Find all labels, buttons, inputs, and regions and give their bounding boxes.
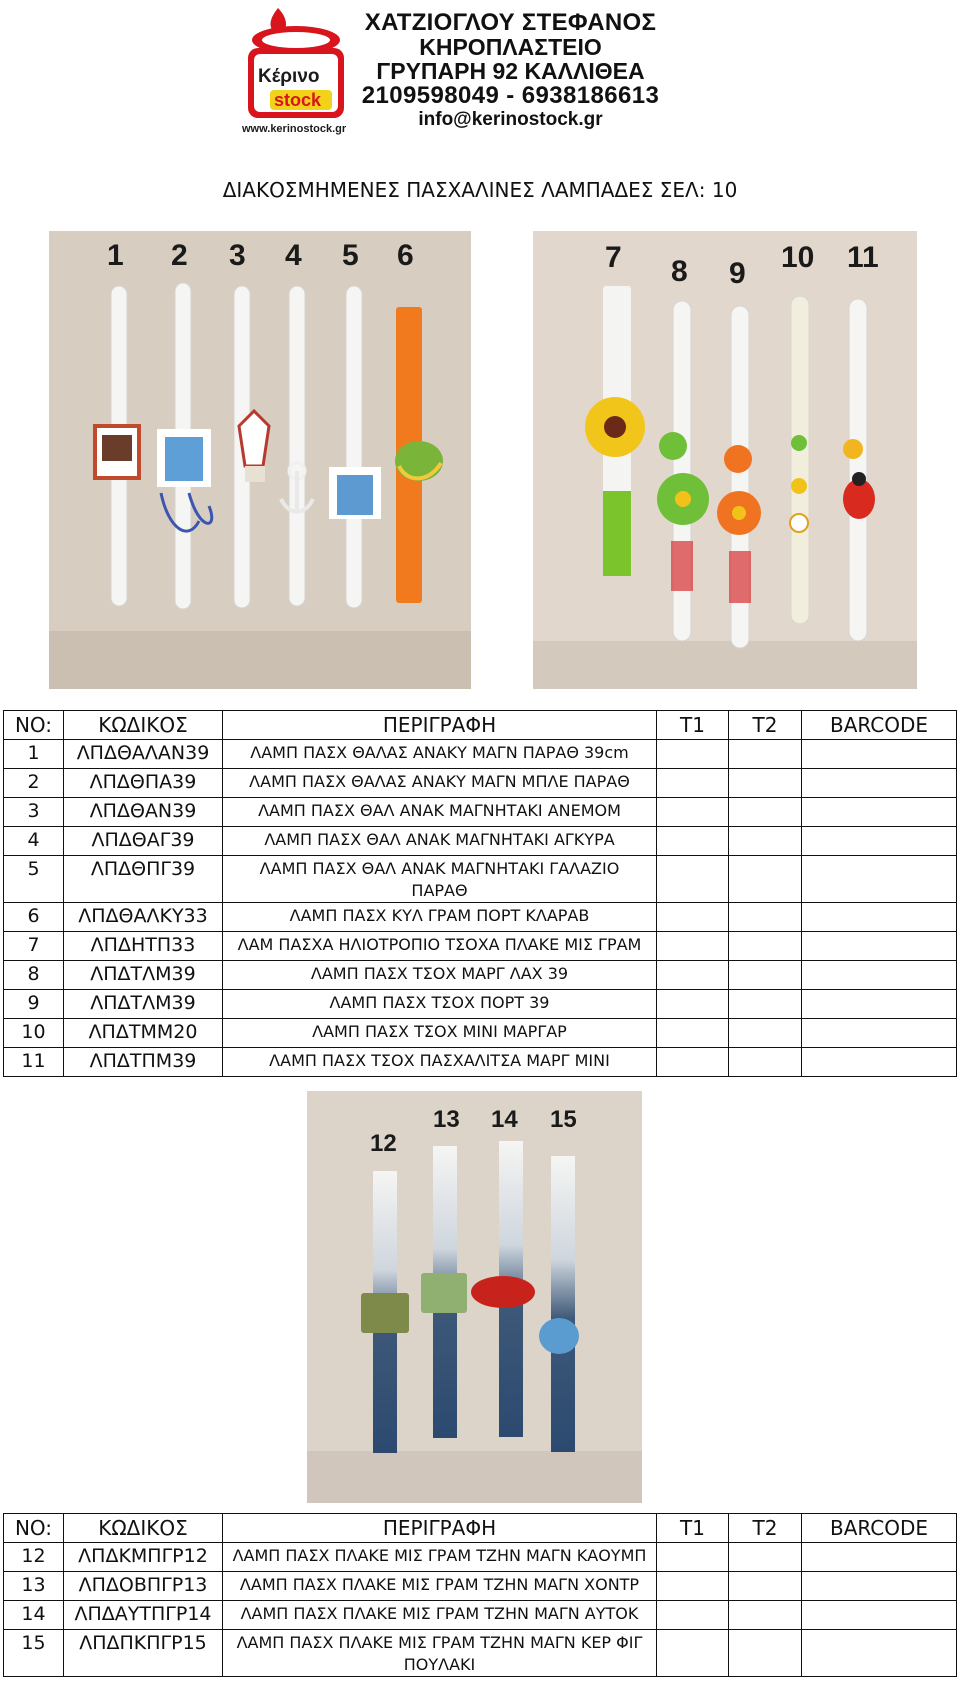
cell-description: ΛΑΜΠ ΠΑΣΧ ΤΣΟΧ ΜΑΡΓ ΛΑΧ 39	[223, 961, 657, 990]
cell-code: ΛΠΔΗΤΠ33	[64, 932, 223, 961]
company-business: ΚΗΡΟΠΛΑΣΤΕΙΟ	[419, 34, 602, 60]
cell-barcode	[802, 827, 957, 856]
table-row	[4, 1601, 957, 1630]
cell-description: ΛΑΜΠ ΠΑΣΧ ΤΣΟΧ ΜΙΝΙ ΜΑΡΓΑΡ	[223, 1019, 657, 1048]
cell-barcode	[802, 1601, 957, 1630]
cell-code: ΛΠΔΚΜΠΓΡ12	[64, 1543, 223, 1572]
cell-no: 10	[4, 1019, 64, 1048]
cell-no: 3	[4, 798, 64, 827]
candle-number: 1	[107, 239, 124, 272]
cell-t1	[657, 903, 729, 932]
description-line-2: ΠΟΥΛΑΚΙ	[403, 1655, 476, 1674]
candle-number: 5	[342, 239, 359, 272]
cell-no: 12	[4, 1543, 64, 1572]
product-photo-candles-7-11	[533, 231, 917, 689]
cell-no: 14	[4, 1601, 64, 1630]
cell-t1	[657, 1572, 729, 1601]
cell-description: ΛΑΜΠ ΠΑΣΧ ΤΣΟΧ ΠΑΣΧΑΛΙΤΣΑ ΜΑΡΓ ΜΙΝΙ	[223, 1048, 657, 1077]
cell-t2	[729, 740, 802, 769]
cell-t1	[657, 1601, 729, 1630]
candle-number: 7	[605, 241, 622, 274]
table-row	[4, 769, 957, 798]
cell-t2	[729, 856, 802, 903]
product-photo-candles-12-15	[307, 1091, 642, 1503]
cell-code: ΛΠΔΟΒΠΓΡ13	[64, 1572, 223, 1601]
cell-description: ΛΑΜΠ ΠΑΣΧ ΠΛΑΚΕ ΜΙΣ ΓΡΑΜ ΤΖΗΝ ΜΑΓΝ ΑΥΤΟΚ	[223, 1601, 657, 1630]
col-header-no: NO:	[4, 711, 64, 740]
products-table-2	[3, 1513, 957, 1677]
cell-no: 13	[4, 1572, 64, 1601]
company-name: ΧΑΤΖΙΟΓΛΟΥ ΣΤΕΦΑΝΟΣ	[364, 9, 657, 36]
cell-t2	[729, 1601, 802, 1630]
candle-number: 8	[671, 255, 688, 288]
cell-description: ΛΑΜΠ ΠΑΣΧ ΠΛΑΚΕ ΜΙΣ ΓΡΑΜ ΤΖΗΝ ΜΑΓΝ ΚΑΟΥΜΠ	[223, 1543, 657, 1572]
cell-barcode	[802, 990, 957, 1019]
candle-number: 14	[491, 1106, 518, 1133]
table-row	[4, 932, 957, 961]
table-header-row	[4, 1514, 957, 1543]
cell-description: ΛΑΜΠ ΠΑΣΧ ΘΑΛΑΣ ΑΝΑΚΥ ΜΑΓΝ ΠΑΡΑΘ 39cm	[223, 740, 657, 769]
table-row	[4, 1572, 957, 1601]
cell-t1	[657, 1019, 729, 1048]
cell-t1	[657, 932, 729, 961]
cell-t2	[729, 1630, 802, 1677]
cell-no: 6	[4, 903, 64, 932]
cell-code: ΛΠΔΘΠΓ39	[64, 856, 223, 903]
cell-code: ΛΠΔΠΚΠΓΡ15	[64, 1630, 223, 1677]
cell-barcode	[802, 932, 957, 961]
cell-no: 4	[4, 827, 64, 856]
cell-barcode	[802, 1543, 957, 1572]
col-header-description: ΠΕΡΙΓΡΑΦΗ	[223, 711, 657, 740]
cell-no: 7	[4, 932, 64, 961]
table-row	[4, 740, 957, 769]
cell-barcode	[802, 1572, 957, 1601]
col-header-t2: T2	[729, 1514, 802, 1543]
cell-t1	[657, 1048, 729, 1077]
candle-number: 15	[550, 1106, 577, 1133]
cell-code: ΛΠΔΘΑΛΑΝ39	[64, 740, 223, 769]
cell-t2	[729, 1572, 802, 1601]
col-header-t2: T2	[729, 711, 802, 740]
cell-barcode	[802, 1048, 957, 1077]
col-header-barcode: BARCODE	[802, 711, 957, 740]
cell-code: ΛΠΔΘΑΓ39	[64, 827, 223, 856]
col-header-t1: T1	[657, 1514, 729, 1543]
table-row	[4, 798, 957, 827]
col-header-barcode: BARCODE	[802, 1514, 957, 1543]
cell-t2	[729, 798, 802, 827]
company-address: ΓΡΥΠΑΡΗ 92 ΚΑΛΛΙΘΕΑ	[376, 58, 645, 84]
cell-barcode	[802, 1630, 957, 1677]
cell-barcode	[802, 856, 957, 903]
candle-number: 9	[729, 257, 746, 290]
table-row	[4, 827, 957, 856]
description-line-1: ΛΑΜΠ ΠΑΣΧ ΘΑΛ ΑΝΑΚ ΜΑΓΝΗΤΑΚΙ ΓΑΛΑΖΙΟ	[259, 859, 620, 878]
description-line-2: ΠΑΡΑΘ	[411, 881, 468, 900]
cell-barcode	[802, 769, 957, 798]
candle-number: 6	[397, 239, 414, 272]
company-info	[338, 10, 683, 131]
cell-code: ΛΠΔΤΛΜ39	[64, 990, 223, 1019]
cell-code: ΛΠΔΘΑΝ39	[64, 798, 223, 827]
company-email: info@kerinostock.gr	[418, 109, 603, 130]
table-row	[4, 961, 957, 990]
cell-t2	[729, 1019, 802, 1048]
cell-no: 2	[4, 769, 64, 798]
cell-t2	[729, 1543, 802, 1572]
cell-t2	[729, 961, 802, 990]
cell-no: 11	[4, 1048, 64, 1077]
cell-code: ΛΠΔΑΥΤΠΓΡ14	[64, 1601, 223, 1630]
table-row	[4, 1543, 957, 1572]
cell-no: 5	[4, 856, 64, 903]
cell-code: ΛΠΔΘΠΑ39	[64, 769, 223, 798]
logo-text-kerino: Κέρινο	[258, 66, 320, 87]
cell-description: ΛΑΜΠ ΠΑΣΧ ΚΥΛ ΓΡΑΜ ΠΟΡΤ ΚΛΑΡΑΒ	[223, 903, 657, 932]
table-header-row	[4, 711, 957, 740]
candle-number: 4	[285, 239, 302, 272]
cell-description	[223, 1630, 657, 1677]
product-photo-candles-1-6	[49, 231, 471, 689]
cell-t1	[657, 827, 729, 856]
table-row	[4, 1630, 957, 1677]
cell-no: 15	[4, 1630, 64, 1677]
cell-barcode	[802, 798, 957, 827]
cell-t2	[729, 903, 802, 932]
cell-t1	[657, 798, 729, 827]
cell-t1	[657, 740, 729, 769]
table-row	[4, 903, 957, 932]
cell-description: ΛΑΜ ΠΑΣΧΑ ΗΛΙΟΤΡΟΠΙΟ ΤΣΟΧΑ ΠΛΑΚΕ ΜΙΣ ΓΡΑΜ	[223, 932, 657, 961]
cell-code: ΛΠΔΤΠΜ39	[64, 1048, 223, 1077]
cell-t2	[729, 990, 802, 1019]
cell-barcode	[802, 961, 957, 990]
company-phones: 2109598049 - 6938186613	[361, 82, 660, 109]
cell-description: ΛΑΜΠ ΠΑΣΧ ΤΣΟΧ ΠΟΡΤ 39	[223, 990, 657, 1019]
candle-number: 2	[171, 239, 188, 272]
col-header-code: ΚΩΔΙΚΟΣ	[64, 711, 223, 740]
company-logo	[240, 4, 350, 136]
col-header-description: ΠΕΡΙΓΡΑΦΗ	[223, 1514, 657, 1543]
cell-t1	[657, 1630, 729, 1677]
cell-description	[223, 856, 657, 903]
page-title: ΔΙΑΚΟΣΜΗΜΕΝΕΣ ΠΑΣΧΑΛΙΝΕΣ ΛΑΜΠΑΔΕΣ ΣΕΛ: 10	[222, 178, 738, 202]
cell-barcode	[802, 740, 957, 769]
cell-description: ΛΑΜΠ ΠΑΣΧ ΘΑΛ ΑΝΑΚ ΜΑΓΝΗΤΑΚΙ ΑΓΚΥΡΑ	[223, 827, 657, 856]
table-row	[4, 1048, 957, 1077]
col-header-no: NO:	[4, 1514, 64, 1543]
cell-code: ΛΠΔΘΑΛΚΥ33	[64, 903, 223, 932]
cell-no: 1	[4, 740, 64, 769]
description-line-1: ΛΑΜΠ ΠΑΣΧ ΠΛΑΚΕ ΜΙΣ ΓΡΑΜ ΤΖΗΝ ΜΑΓΝ ΚΕΡ ΦΙΓ	[236, 1633, 643, 1652]
candle-number: 3	[229, 239, 246, 272]
candle-number: 13	[433, 1106, 460, 1133]
cell-t1	[657, 856, 729, 903]
cell-description: ΛΑΜΠ ΠΑΣΧ ΠΛΑΚΕ ΜΙΣ ΓΡΑΜ ΤΖΗΝ ΜΑΓΝ ΧΟΝΤΡ	[223, 1572, 657, 1601]
cell-t1	[657, 961, 729, 990]
col-header-t1: T1	[657, 711, 729, 740]
candle-number: 11	[847, 241, 879, 274]
candle-number: 12	[370, 1130, 397, 1157]
col-header-code: ΚΩΔΙΚΟΣ	[64, 1514, 223, 1543]
cell-barcode	[802, 1019, 957, 1048]
products-table-1	[3, 710, 957, 1077]
cell-description: ΛΑΜΠ ΠΑΣΧ ΘΑΛΑΣ ΑΝΑΚΥ ΜΑΓΝ ΜΠΛΕ ΠΑΡΑΘ	[223, 769, 657, 798]
cell-description: ΛΑΜΠ ΠΑΣΧ ΘΑΛ ΑΝΑΚ ΜΑΓΝΗΤΑΚΙ ΑΝΕΜΟΜ	[223, 798, 657, 827]
cell-barcode	[802, 903, 957, 932]
cell-t2	[729, 1048, 802, 1077]
cell-t2	[729, 932, 802, 961]
cell-code: ΛΠΔΤΜΜ20	[64, 1019, 223, 1048]
cell-t2	[729, 769, 802, 798]
cell-code: ΛΠΔΤΛΜ39	[64, 961, 223, 990]
cell-no: 8	[4, 961, 64, 990]
cell-t1	[657, 1543, 729, 1572]
table-row	[4, 856, 957, 903]
logo-text-stock: stock	[274, 90, 322, 110]
cell-t1	[657, 990, 729, 1019]
cell-no: 9	[4, 990, 64, 1019]
logo-website: www.kerinostock.gr	[242, 123, 347, 135]
candle-number: 10	[781, 241, 815, 274]
table-row	[4, 990, 957, 1019]
cell-t2	[729, 827, 802, 856]
cell-t1	[657, 769, 729, 798]
table-row	[4, 1019, 957, 1048]
